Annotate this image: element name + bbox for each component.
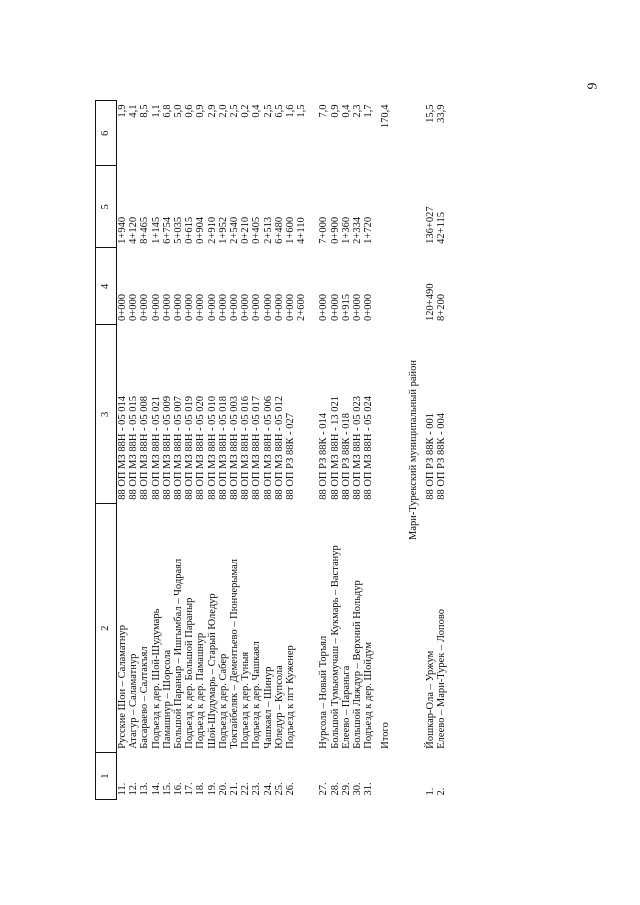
end-km: 1+940 [117,216,128,244]
row-number: 28. [329,782,341,796]
length-km: 0,2 [240,104,252,118]
end-km: 7+000 [318,216,330,244]
end-km: 5+035 [173,216,185,244]
road-code: 88 ОП МЗ 88Н - 05 024 [363,395,375,500]
header-row [96,101,117,800]
table-row [341,101,352,800]
road-table-container [95,100,515,800]
road-table [95,100,447,800]
end-km: 6+754 [161,216,173,244]
start-km: 0+000 [329,294,341,321]
road-code: 88 ОП МЗ 88Н - 05 014 [117,395,128,500]
row-number: 25. [273,782,285,796]
end-km: 2+540 [229,216,241,244]
start-km: 0+000 [240,294,252,321]
row-number: 20. [217,782,229,796]
row-number: 18. [195,782,207,796]
district-title: Мари-Турекский муниципальный район [407,360,419,540]
header-col-2: 2 [96,504,117,753]
start-km: 0+915 [340,294,352,321]
end-km: 42+115 [436,212,448,244]
road-name: Большой Параныр – Ишгымбал – Чодраял [173,558,185,749]
end-km: 0+904 [195,216,207,244]
start-km: 0+000 [117,294,128,321]
table-row [184,101,195,800]
start-km: 0+000 [195,294,207,321]
end-km: 0+900 [329,216,341,244]
row-number: 22. [240,782,252,796]
start-km: 0+000 [363,294,375,321]
end-km: 0+615 [184,216,196,244]
length-km: 7,0 [318,104,330,118]
start-km: 0+000 [161,294,173,321]
table-row [263,101,274,800]
road-code: 88 ОП РЗ 88К - 027 [285,413,297,500]
start-km: 0+000 [184,294,196,321]
table-row [195,101,206,800]
table-body-b [425,101,447,800]
length-km: 2,5 [229,104,241,118]
length-km: 1,5 [296,104,308,118]
road-code: 88 ОП МЗ 88Н - 05 023 [352,395,364,500]
row-number: 27. [318,782,330,796]
row-number: 11. [117,782,128,796]
row-number: 21. [229,782,241,796]
length-km: 6,8 [161,104,173,118]
start-km: 0+000 [217,294,229,321]
end-km: 6+480 [273,216,285,244]
road-name: Шой-Шудумарь – Старый Юледур [206,593,218,749]
start-km: 8+200 [436,294,448,321]
length-km: 1,9 [117,104,128,118]
row-number: 14. [150,782,162,796]
road-name: Нурсола – Новый Торъял [318,635,330,749]
end-km: 136+027 [424,206,436,244]
road-code: 88 ОП МЗ 88Н - 05 003 [229,395,241,500]
road-code: 88 ОП МЗ 88Н - 05 018 [217,395,229,500]
table-row [117,101,129,800]
header-col-6: 6 [96,101,117,167]
table-row [296,101,307,800]
road-code: 88 ОП МЗ 88Н - 13 021 [329,395,341,500]
road-code: 88 ОП МЗ 88Н - 05 019 [184,395,196,500]
road-name: Елеево – Мари-Турек – Лопово [436,609,448,749]
table-row [173,101,184,800]
row-number: 1. [424,787,436,796]
table-row [151,101,162,800]
length-km: 2,9 [206,104,218,118]
end-km: 2+910 [206,216,218,244]
table-row [436,101,447,800]
row-number: 30. [352,782,364,796]
table-row [207,101,218,800]
row-number: 24. [262,782,274,796]
table-row [285,101,296,800]
length-km: 15,5 [424,104,436,123]
row-number: 12. [128,782,140,796]
road-name: Подъезд к дер. Шой-Шудумарь [150,608,162,749]
length-km: 2,5 [262,104,274,118]
road-name: Подъезд к дер. Туныя [240,651,252,749]
start-km: 0+000 [229,294,241,321]
row-number: 2. [436,787,448,796]
road-name: Подъезд к дер. Большой Параныр [184,597,196,749]
start-km: 0+000 [262,294,274,321]
road-code: 88 ОП МЗ 88Н - 05 010 [206,395,218,500]
road-name: Подъезд к дер. Сабер [217,653,229,749]
end-km: 1+600 [285,216,297,244]
start-km: 0+000 [318,294,330,321]
table-row [229,101,240,800]
road-code: 88 ОП МЗ 88Н - 05 009 [161,395,173,500]
start-km: 0+000 [352,294,364,321]
header-col-4: 4 [96,248,117,325]
table-row [218,101,229,800]
start-km: 2+600 [296,294,308,321]
header-col-5: 5 [96,166,117,248]
row-number [296,753,307,800]
road-name: Токтайбеляк – Дементьево – Пюнчерымал [229,558,241,749]
road-name: Чашкаял – Шинур [262,666,274,749]
length-km: 0,9 [195,104,207,118]
length-km: 5,0 [173,104,185,118]
end-km: 0+210 [240,216,252,244]
district-row [402,101,425,800]
row-number: 29. [340,782,352,796]
length-km: 2,0 [217,104,229,118]
end-km: 0+405 [251,216,263,244]
road-name: Подъезд к дер. Памашнур [195,632,207,749]
table-body-a [117,101,375,800]
length-km: 33,9 [436,104,448,123]
end-km: 2+334 [352,216,364,244]
road-name: Большой Ляждур – Верхний Нольдур [352,580,364,749]
start-km: 0+000 [173,294,185,321]
start-km: 0+000 [285,294,297,321]
total-section [374,101,424,800]
total-label: Итого [380,722,392,749]
road-name: Атагур – Саламатнур [128,653,140,749]
road-code: 88 ОП МЗ 88Н - 05 015 [128,395,140,500]
road-code: 88 ОП РЗ 88К - 004 [436,413,448,500]
header-col-3: 3 [96,325,117,504]
road-code: 88 ОП МЗ 88Н - 05 008 [139,395,151,500]
road-name: Йошкар-Ола – Уржум [424,650,436,749]
start-km: 0+000 [251,294,263,321]
start-km: 0+000 [206,294,218,321]
row-number: 23. [251,782,263,796]
end-km: 4+120 [128,216,140,244]
spacer-row [307,101,318,800]
road-code: 88 ОП МЗ 88Н - 05 007 [173,395,185,500]
road-code: 88 ОП МЗ 88Н - 05 021 [150,395,162,500]
road-name: Подъезд к дер. Шойдум [363,641,375,749]
row-number: 15. [161,782,173,796]
road-code: 88 ОП МЗ 88Н - 05 012 [273,395,285,500]
table-row [274,101,285,800]
start-km: 120+490 [424,283,436,321]
road-name [296,504,307,753]
length-km: 1,6 [285,104,297,118]
road-code: 88 ОП МЗ 88Н - 05 016 [240,395,252,500]
start-km: 0+000 [128,294,140,321]
end-km: 1+952 [217,216,229,244]
road-code: 88 ОП МЗ 88Н - 05 020 [195,395,207,500]
end-km: 1+360 [340,216,352,244]
start-km: 0+000 [139,294,151,321]
end-km: 8+465 [139,216,151,244]
road-code: 88 ОП МЗ 88Н - 05 017 [251,395,263,500]
road-code: 88 ОП РЗ 88К - 014 [318,413,330,500]
table-row [352,101,363,800]
table-row [330,101,341,800]
row-number: 16. [173,782,185,796]
total-value: 170,4 [380,104,392,129]
length-km: 1,7 [363,104,375,118]
road-name: Большой Тумьюмучаш – Кукмарь – Вастанур [329,545,341,749]
length-km: 0,6 [184,104,196,118]
end-km: 1+145 [150,216,162,244]
start-km: 0+000 [273,294,285,321]
end-km: 1+720 [363,216,375,244]
road-name: Памашнур – Шорсола [161,649,173,749]
table-row [240,101,251,800]
road-code: 88 ОП РЗ 88К - 018 [340,413,352,500]
road-name: Елеево – Параньга [340,665,352,749]
road-name: Подъезд к дер. Чашкаял [251,641,263,749]
table-row [139,101,150,800]
length-km: 0,4 [340,104,352,118]
total-row [374,101,401,800]
row-number: 31. [363,782,375,796]
length-km: 0,4 [251,104,263,118]
length-km: 0,9 [329,104,341,118]
length-km: 2,3 [352,104,364,118]
length-km: 8,5 [139,104,151,118]
row-number: 13. [139,782,151,796]
length-km: 1,1 [150,104,162,118]
end-km: 2+513 [262,216,274,244]
road-name: Подъезд к пгт Куженер [285,645,297,749]
row-number: 19. [206,782,218,796]
table-row [318,101,329,800]
page-number: 9 [585,82,601,90]
table-row [363,101,374,800]
row-number: 26. [285,782,297,796]
road-name: Русские Шои – Саламатнур [117,625,128,749]
row-number: 17. [184,782,196,796]
table-row [251,101,262,800]
length-km: 6,5 [273,104,285,118]
road-code [296,325,307,504]
table-row [128,101,139,800]
road-name: Басараево – Салтакъял [139,646,151,749]
road-name: Юледур – Купсола [273,665,285,749]
road-code: 88 ОП МЗ 88Н - 05 006 [262,395,274,500]
length-km: 4,1 [128,104,140,118]
header-col-1: 1 [96,753,117,800]
road-code: 88 ОП РЗ 88К - 001 [424,413,436,500]
start-km: 0+000 [150,294,162,321]
table-row [425,101,436,800]
table-row [162,101,173,800]
end-km: 4+110 [296,217,308,244]
